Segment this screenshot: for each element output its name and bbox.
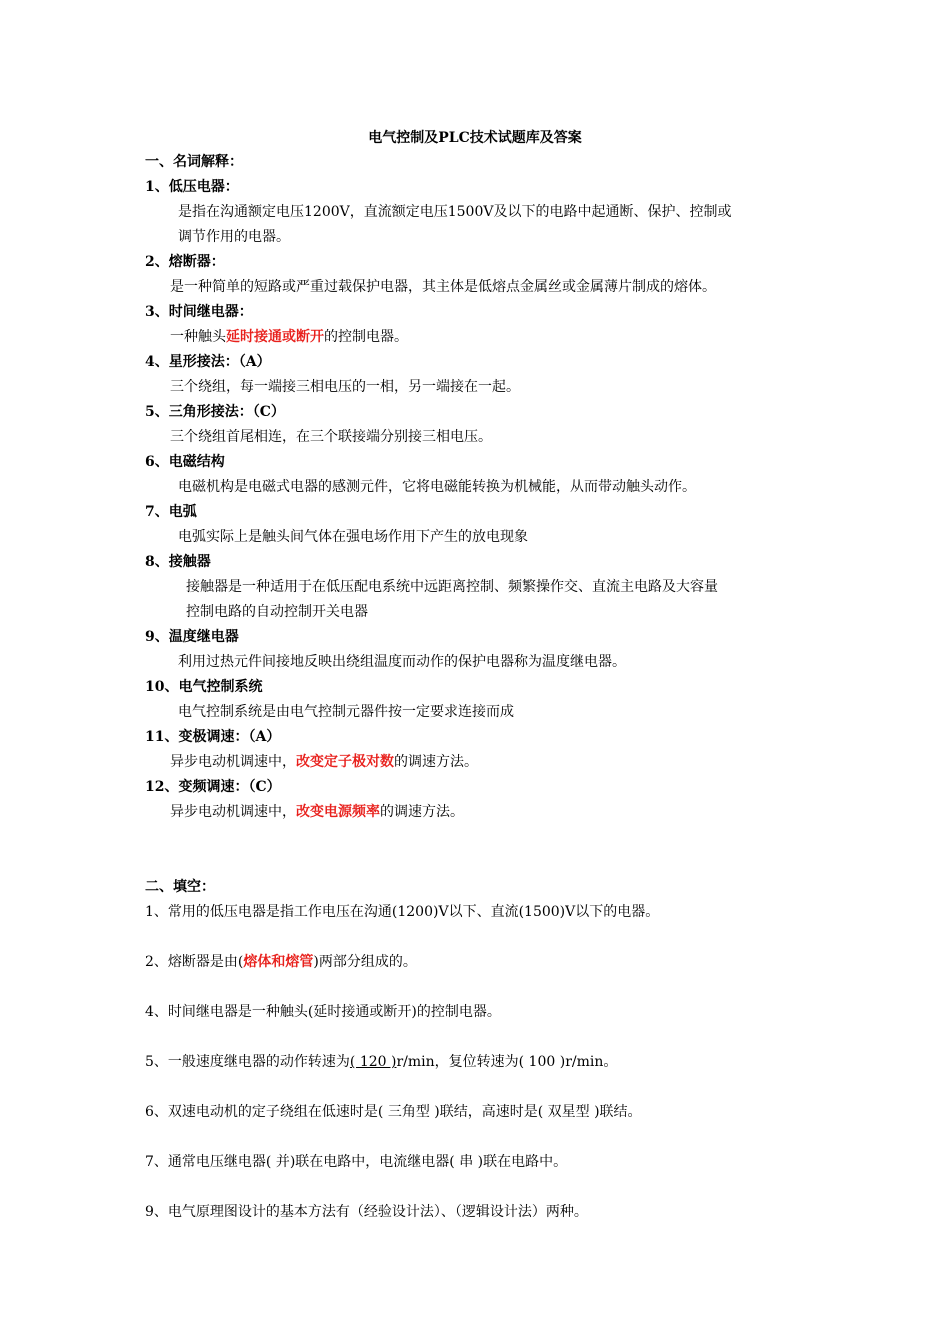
term1-def-line1: 是指在沟通额定电压1200V，直流额定电压1500V及以下的电路中起通断、保护、控制或 xyxy=(178,204,732,220)
term3-def-pre: 一种触头 xyxy=(170,329,226,345)
term3-def-post: 的控制电器。 xyxy=(324,329,408,345)
term5-def: 三个绕组首尾相连，在三个联接端分别接三相电压。 xyxy=(170,429,492,445)
term1-label: 1、低压电器： xyxy=(145,179,239,195)
term10-label: 10、电气控制系统 xyxy=(145,679,263,695)
fill-question-2 xyxy=(145,952,417,972)
term12-def-highlight: 改变电源频率 xyxy=(296,804,380,820)
term8-def-line1: 接触器是一种适用于在低压配电系统中远距离控制、频繁操作交、直流主电路及大容量 xyxy=(186,579,718,595)
fill-question-2-pre: 2、熔断器是由( xyxy=(145,954,244,970)
term3-label: 3、时间继电器： xyxy=(145,304,253,320)
document-title: 电气控制及PLC技术试题库及答案 xyxy=(368,130,582,146)
fill-question-5-part2: r/min，复位转速为( 100 )r/min。 xyxy=(396,1054,618,1070)
term12-def-pre: 异步电动机调速中， xyxy=(170,804,296,820)
term11-def xyxy=(170,752,478,772)
term2-label: 2、熔断器： xyxy=(145,254,225,270)
term6-label: 6、电磁结构 xyxy=(145,454,225,470)
term2-def: 是一种简单的短路或严重过载保护电器，其主体是低熔点金属丝或金属薄片制成的熔体。 xyxy=(170,279,716,295)
fill-question-2-post: )两部分组成的。 xyxy=(313,954,417,970)
term3-def-highlight: 延时接通或断开 xyxy=(226,329,324,345)
fill-question-5 xyxy=(145,1052,617,1072)
term8-label: 8、接触器 xyxy=(145,554,211,570)
term10-def: 电气控制系统是由电气控制元器件按一定要求连接而成 xyxy=(178,704,514,720)
term7-label: 7、电弧 xyxy=(145,504,197,520)
term4-label: 4、星形接法：（A） xyxy=(145,354,271,370)
term11-def-highlight: 改变定子极对数 xyxy=(296,754,394,770)
fill-question-2-answer: 熔体和熔管 xyxy=(243,954,314,970)
section1-heading: 一、名词解释： xyxy=(145,154,243,170)
term9-def: 利用过热元件间接地反映出绕组温度而动作的保护电器称为温度继电器。 xyxy=(178,654,626,670)
fill-question-4: 4、时间继电器是一种触头(延时接通或断开)的控制电器。 xyxy=(145,1004,501,1020)
term11-label: 11、变极调速：（A） xyxy=(145,729,281,745)
term8-def-line2: 控制电路的自动控制开关电器 xyxy=(186,604,368,620)
term9-label: 9、温度继电器 xyxy=(145,629,239,645)
term5-label: 5、三角形接法：（C） xyxy=(145,404,285,420)
section2-heading: 二、填空： xyxy=(145,879,215,895)
fill-question-7: 7、通常电压继电器( 并)联在电路中，电流继电器( 串 )联在电路中。 xyxy=(145,1154,568,1170)
term11-def-post: 的调速方法。 xyxy=(394,754,478,770)
term1-def-line2: 调节作用的电器。 xyxy=(178,229,290,245)
term3-def xyxy=(170,327,408,347)
fill-question-5-answer1: ( 120 ) xyxy=(349,1054,397,1070)
term4-def: 三个绕组，每一端接三相电压的一相，另一端接在一起。 xyxy=(170,379,520,395)
term7-def: 电弧实际上是触头间气体在强电场作用下产生的放电现象 xyxy=(178,529,528,545)
term12-def-post: 的调速方法。 xyxy=(380,804,464,820)
fill-question-6: 6、双速电动机的定子绕组在低速时是( 三角型 )联结，高速时是( 双星型 )联结。 xyxy=(145,1104,642,1120)
fill-question-1: 1、常用的低压电器是指工作电压在沟通(1200)V以下、直流(1500)V以下的电器。 xyxy=(145,904,660,920)
fill-question-9: 9、电气原理图设计的基本方法有（经验设计法）、（逻辑设计法）两种。 xyxy=(145,1204,588,1220)
term6-def: 电磁机构是电磁式电器的感测元件，它将电磁能转换为机械能，从而带动触头动作。 xyxy=(178,479,696,495)
term12-def xyxy=(170,802,464,822)
term12-label: 12、变频调速：（C） xyxy=(145,779,281,795)
fill-question-5-part1: 5、一般速度继电器的动作转速为 xyxy=(145,1054,350,1070)
term11-def-pre: 异步电动机调速中， xyxy=(170,754,296,770)
